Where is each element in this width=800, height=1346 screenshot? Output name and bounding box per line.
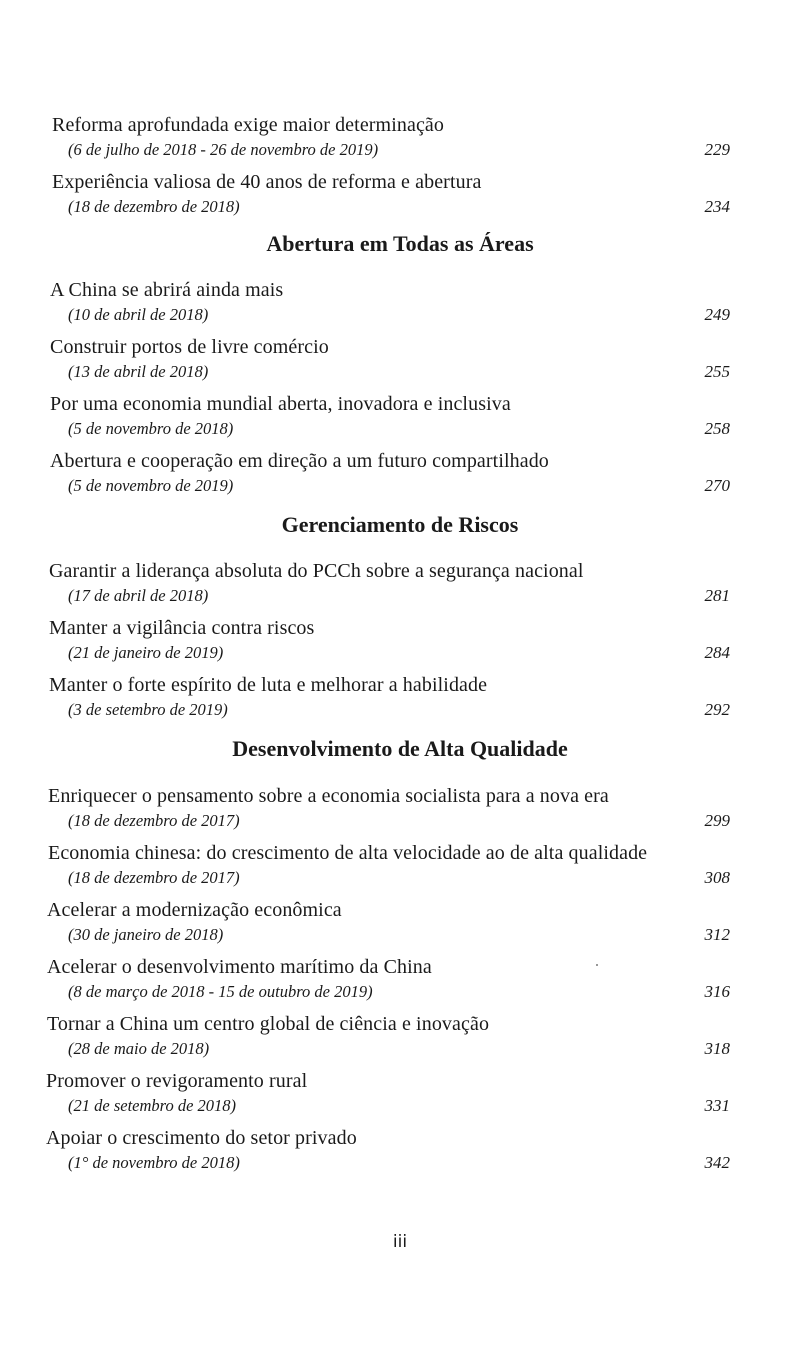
section-heading: Gerenciamento de Riscos bbox=[281, 512, 519, 537]
entry-title: Garantir a liderança absoluta do PCCh sobre a segurança nacional bbox=[49, 560, 584, 582]
entry-title: Promover o revigoramento rural bbox=[46, 1070, 308, 1092]
entry-title: Acelerar o desenvolvimento marítimo da China bbox=[47, 956, 432, 978]
entry-date: (18 de dezembro de 2017) bbox=[68, 868, 240, 887]
entry-title: A China se abrirá ainda mais bbox=[50, 279, 284, 301]
entry-page-number: 229 bbox=[704, 140, 730, 159]
entry-date: (5 de novembro de 2018) bbox=[68, 419, 234, 438]
entry-page-number: 284 bbox=[704, 643, 730, 662]
entry-title: Manter a vigilância contra riscos bbox=[49, 617, 315, 639]
entry-date: (21 de janeiro de 2019) bbox=[68, 643, 224, 662]
entry-title: Economia chinesa: do crescimento de alta velocidade ao de alta qualidade bbox=[48, 842, 648, 864]
entry-date: (28 de maio de 2018) bbox=[68, 1039, 210, 1058]
entry-title: Acelerar a modernização econômica bbox=[47, 899, 342, 921]
entry-page-number: 331 bbox=[704, 1096, 730, 1115]
entry-page-number: 312 bbox=[704, 925, 730, 944]
entry-page-number: 281 bbox=[704, 586, 730, 605]
entry-title: Tornar a China um centro global de ciência e inovação bbox=[47, 1013, 490, 1035]
entry-date: (21 de setembro de 2018) bbox=[68, 1096, 237, 1115]
entry-date: (6 de julho de 2018 - 26 de novembro de 2019) bbox=[68, 140, 379, 159]
entry-date: (13 de abril de 2018) bbox=[68, 362, 209, 381]
entry-title: Abertura e cooperação em direção a um futuro compartilhado bbox=[50, 450, 549, 472]
entry-date: (17 de abril de 2018) bbox=[68, 586, 209, 605]
entry-date: (5 de novembro de 2019) bbox=[68, 476, 234, 495]
entry-title: Enriquecer o pensamento sobre a economia socialista para a nova era bbox=[48, 785, 609, 807]
entry-date: (1° de novembro de 2018) bbox=[68, 1153, 240, 1172]
scan-speck bbox=[596, 964, 598, 966]
entry-date: (8 de março de 2018 - 15 de outubro de 2019) bbox=[68, 982, 373, 1001]
section-heading: Abertura em Todas as Áreas bbox=[266, 231, 534, 256]
entry-date: (3 de setembro de 2019) bbox=[68, 700, 228, 719]
entry-title: Construir portos de livre comércio bbox=[50, 336, 329, 358]
entry-title: Reforma aprofundada exige maior determinação bbox=[52, 114, 444, 136]
entry-page-number: 258 bbox=[704, 419, 730, 438]
entry-date: (10 de abril de 2018) bbox=[68, 305, 209, 324]
entry-page-number: 292 bbox=[704, 700, 730, 719]
entry-title: Manter o forte espírito de luta e melhorar a habilidade bbox=[49, 674, 488, 696]
entry-date: (30 de janeiro de 2018) bbox=[68, 925, 224, 944]
entry-title: Apoiar o crescimento do setor privado bbox=[46, 1127, 357, 1149]
entry-title: Experiência valiosa de 40 anos de reforma e abertura bbox=[52, 171, 482, 193]
entry-page-number: 299 bbox=[704, 811, 730, 830]
entry-title: Por uma economia mundial aberta, inovadora e inclusiva bbox=[50, 393, 511, 415]
entry-date: (18 de dezembro de 2017) bbox=[68, 811, 240, 830]
entry-page-number: 316 bbox=[704, 982, 730, 1001]
entry-page-number: 270 bbox=[704, 476, 730, 495]
section-heading: Desenvolvimento de Alta Qualidade bbox=[232, 736, 568, 761]
entry-page-number: 318 bbox=[704, 1039, 730, 1058]
entry-page-number: 249 bbox=[704, 305, 730, 324]
entry-date: (18 de dezembro de 2018) bbox=[68, 197, 240, 216]
entry-page-number: 234 bbox=[704, 197, 730, 216]
entry-page-number: 308 bbox=[704, 868, 730, 887]
entry-page-number: 255 bbox=[704, 362, 730, 381]
page-folio: iii bbox=[392, 1232, 408, 1252]
entry-page-number: 342 bbox=[704, 1153, 730, 1172]
